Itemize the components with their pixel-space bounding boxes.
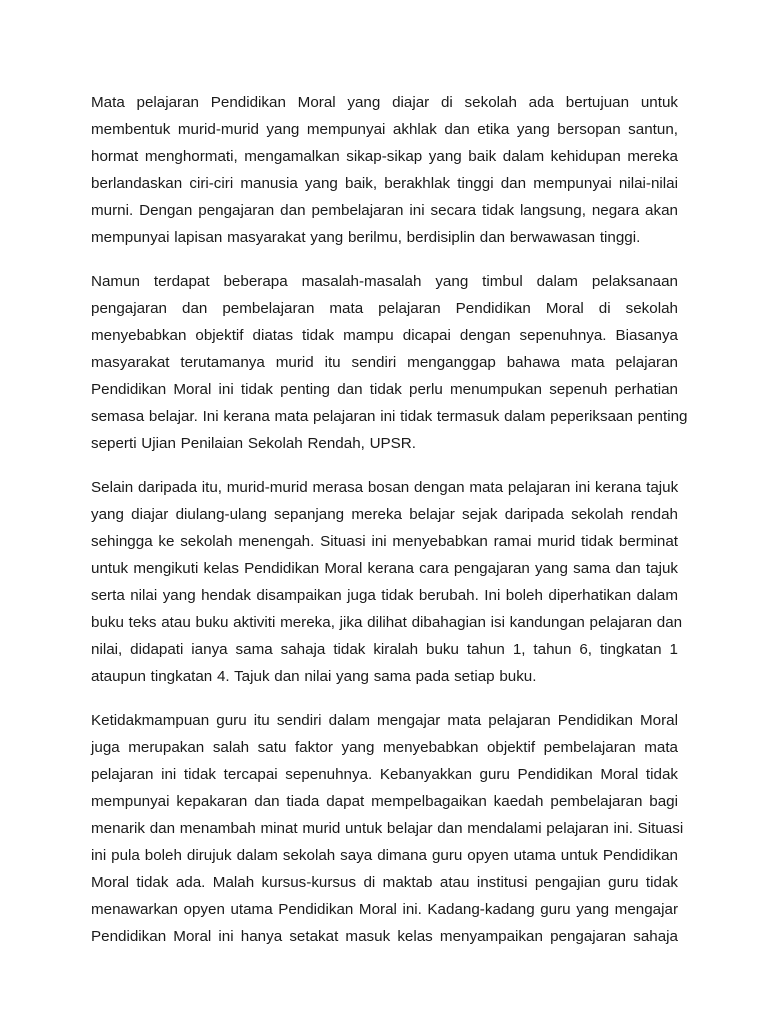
text-line: ini pula boleh dirujuk dalam sekolah saya dimana guru opyen utama untuk Pendidikan [91,847,678,864]
document-page [91,89,688,967]
text-line: seperti Ujian Penilaian Sekolah Rendah, UPSR. [91,435,416,452]
text-line: untuk mengikuti kelas Pendidikan Moral kerana cara pengajaran yang sama dan tajuk [91,560,678,577]
text-line: buku teks atau buku aktiviti mereka, jika dilihat dibahagian isi kandungan pelajaran dan [91,614,683,631]
text-line: nilai, didapati ianya sama sahaja tidak kiralah buku tahun 1, tahun 6, tingkatan 1 [91,641,678,658]
text-line: pengajaran dan pembelajaran mata pelajaran Pendidikan Moral di sekolah [91,300,678,317]
text-line: menyebabkan objektif diatas tidak mampu dicapai dengan sepenuhnya. Biasanya [91,327,678,344]
text-line: pelajaran ini tidak tercapai sepenuhnya. Kebanyakkan guru Pendidikan Moral tidak [91,766,678,783]
text-line: Ketidakmampuan guru itu sendiri dalam mengajar mata pelajaran Pendidikan Moral [91,712,678,729]
text-line: Moral tidak ada. Malah kursus-kursus di maktab atau institusi pengajian guru tidak [91,874,678,891]
text-line: serta nilai yang hendak disampaikan juga tidak berubah. Ini boleh diperhatikan dalam [91,587,678,604]
text-line: ataupun tingkatan 4. Tajuk dan nilai yang sama pada setiap buku. [91,668,537,685]
text-line: semasa belajar. Ini kerana mata pelajaran ini tidak termasuk dalam peperiksaan penting [91,408,688,425]
text-line: menarik dan menambah minat murid untuk belajar dan mendalami pelajaran ini. Situasi [91,820,684,837]
text-line: masyarakat terutamanya murid itu sendiri menganggap bahawa mata pelajaran [91,354,678,371]
text-line: sehingga ke sekolah menengah. Situasi ini menyebabkan ramai murid tidak berminat [91,533,678,550]
paragraph-3 [91,474,683,690]
paragraph-1 [91,89,678,251]
text-line: juga merupakan salah satu faktor yang menyebabkan objektif pembelajaran mata [91,739,678,756]
text-line: mempunyai lapisan masyarakat yang berilmu, berdisiplin dan berwawasan tinggi. [91,229,641,246]
text-line: Pendidikan Moral ini hanya setakat masuk kelas menyampaikan pengajaran sahaja [91,928,678,945]
text-line: yang diajar diulang-ulang sepanjang mereka belajar sejak daripada sekolah rendah [91,506,678,523]
text-line: Selain daripada itu, murid-murid merasa bosan dengan mata pelajaran ini kerana tajuk [91,479,679,496]
paragraph-4 [91,707,684,950]
text-line: mempunyai kepakaran dan tiada dapat mempelbagaikan kaedah pembelajaran bagi [91,793,678,810]
text-line: Mata pelajaran Pendidikan Moral yang diajar di sekolah ada bertujuan untuk [91,94,678,111]
text-line: Pendidikan Moral ini tidak penting dan tidak perlu menumpukan sepenuh perhatian [91,381,678,398]
text-line: berlandaskan ciri-ciri manusia yang baik, berakhlak tinggi dan mempunyai nilai-nilai [91,175,678,192]
text-line: membentuk murid-murid yang mempunyai akhlak dan etika yang bersopan santun, [91,121,678,138]
text-line: hormat menghormati, mengamalkan sikap-sikap yang baik dalam kehidupan mereka [91,148,678,165]
text-line: Namun terdapat beberapa masalah-masalah yang timbul dalam pelaksanaan [91,273,678,290]
paragraph-2 [91,268,688,457]
text-line: menawarkan opyen utama Pendidikan Moral ini. Kadang-kadang guru yang mengajar [91,901,678,918]
text-line: murni. Dengan pengajaran dan pembelajaran ini secara tidak langsung, negara akan [91,202,678,219]
